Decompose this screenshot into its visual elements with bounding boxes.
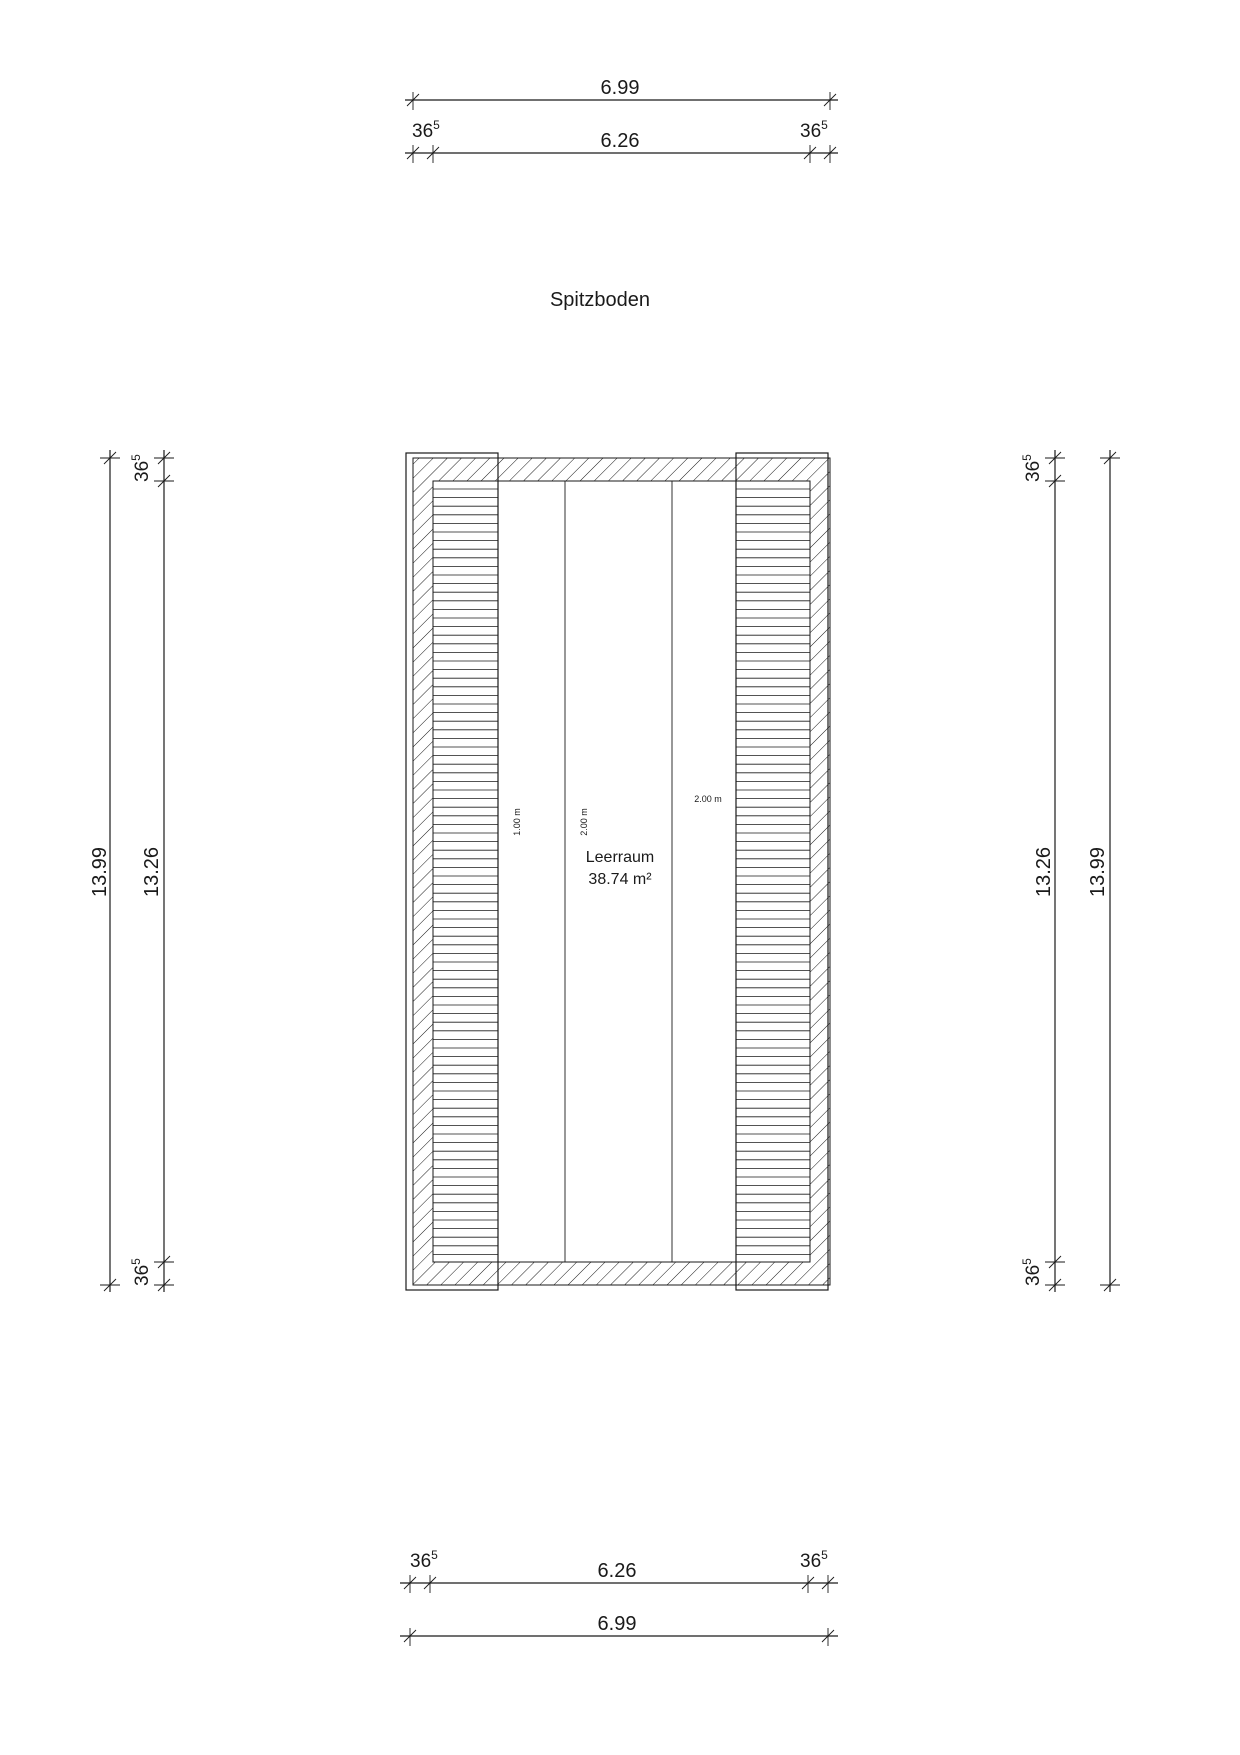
top-right-wall-dim [800, 118, 828, 142]
wall-dim-base: 36 [800, 1551, 822, 1572]
wall-dim-base: 36 [132, 460, 153, 482]
bottom-left-wall-dim [410, 1548, 438, 1572]
wall-dim-base: 36 [410, 1551, 432, 1572]
wall-dim-base: 36 [1023, 1264, 1044, 1286]
wall-dim-base: 36 [800, 121, 822, 142]
right-top-wall-dim [1020, 454, 1044, 482]
wall-dim-sup: 5 [129, 1258, 143, 1265]
wall-dim-sup: 5 [433, 118, 440, 132]
right-dimensions [1020, 450, 1120, 1292]
bottom-right-wall-dim [800, 1548, 828, 1572]
wall-dim-sup: 5 [821, 1548, 828, 1562]
height-label-2m: 2.00 m [694, 794, 722, 804]
wall-dim-sup: 5 [1020, 454, 1034, 461]
top-left-wall-dim [412, 118, 440, 142]
left-bottom-wall-dim [129, 1258, 153, 1286]
right-inner-length: 13.26 [1033, 846, 1055, 898]
wall-dim-sup: 5 [1020, 1258, 1034, 1265]
wall-dim-base: 36 [1023, 460, 1044, 482]
height-label-1m: 1.00 m [512, 808, 522, 836]
bottom-overall-width: 6.99 [597, 1613, 637, 1635]
right-overall-length: 13.99 [1087, 846, 1109, 898]
wall-dim-sup: 5 [821, 118, 828, 132]
right-bottom-wall-dim [1020, 1258, 1044, 1286]
top-dimensions [405, 77, 838, 163]
bottom-inner-width: 6.26 [597, 1560, 637, 1582]
wall-dim-base: 36 [412, 121, 434, 142]
room-name: Leerraum [585, 849, 655, 866]
attic-floor-plan [406, 453, 830, 1290]
left-top-wall-dim [129, 454, 153, 482]
top-overall-width: 6.99 [600, 77, 640, 99]
room-area: 38.74 m² [588, 871, 652, 888]
left-overall-length: 13.99 [89, 846, 111, 898]
bottom-dimensions [400, 1548, 838, 1646]
left-inner-length: 13.26 [141, 846, 163, 898]
wall-dim-base: 36 [132, 1264, 153, 1286]
plan-title: Spitzboden [549, 289, 651, 311]
wall-dim-sup: 5 [129, 454, 143, 461]
low-height-zone-left [433, 489, 498, 1254]
left-dimensions [89, 450, 174, 1292]
height-label-2m-vertical: 2.00 m [579, 808, 589, 836]
top-inner-width: 6.26 [600, 130, 640, 152]
low-height-zone-right [736, 489, 810, 1254]
wall-dim-sup: 5 [431, 1548, 438, 1562]
